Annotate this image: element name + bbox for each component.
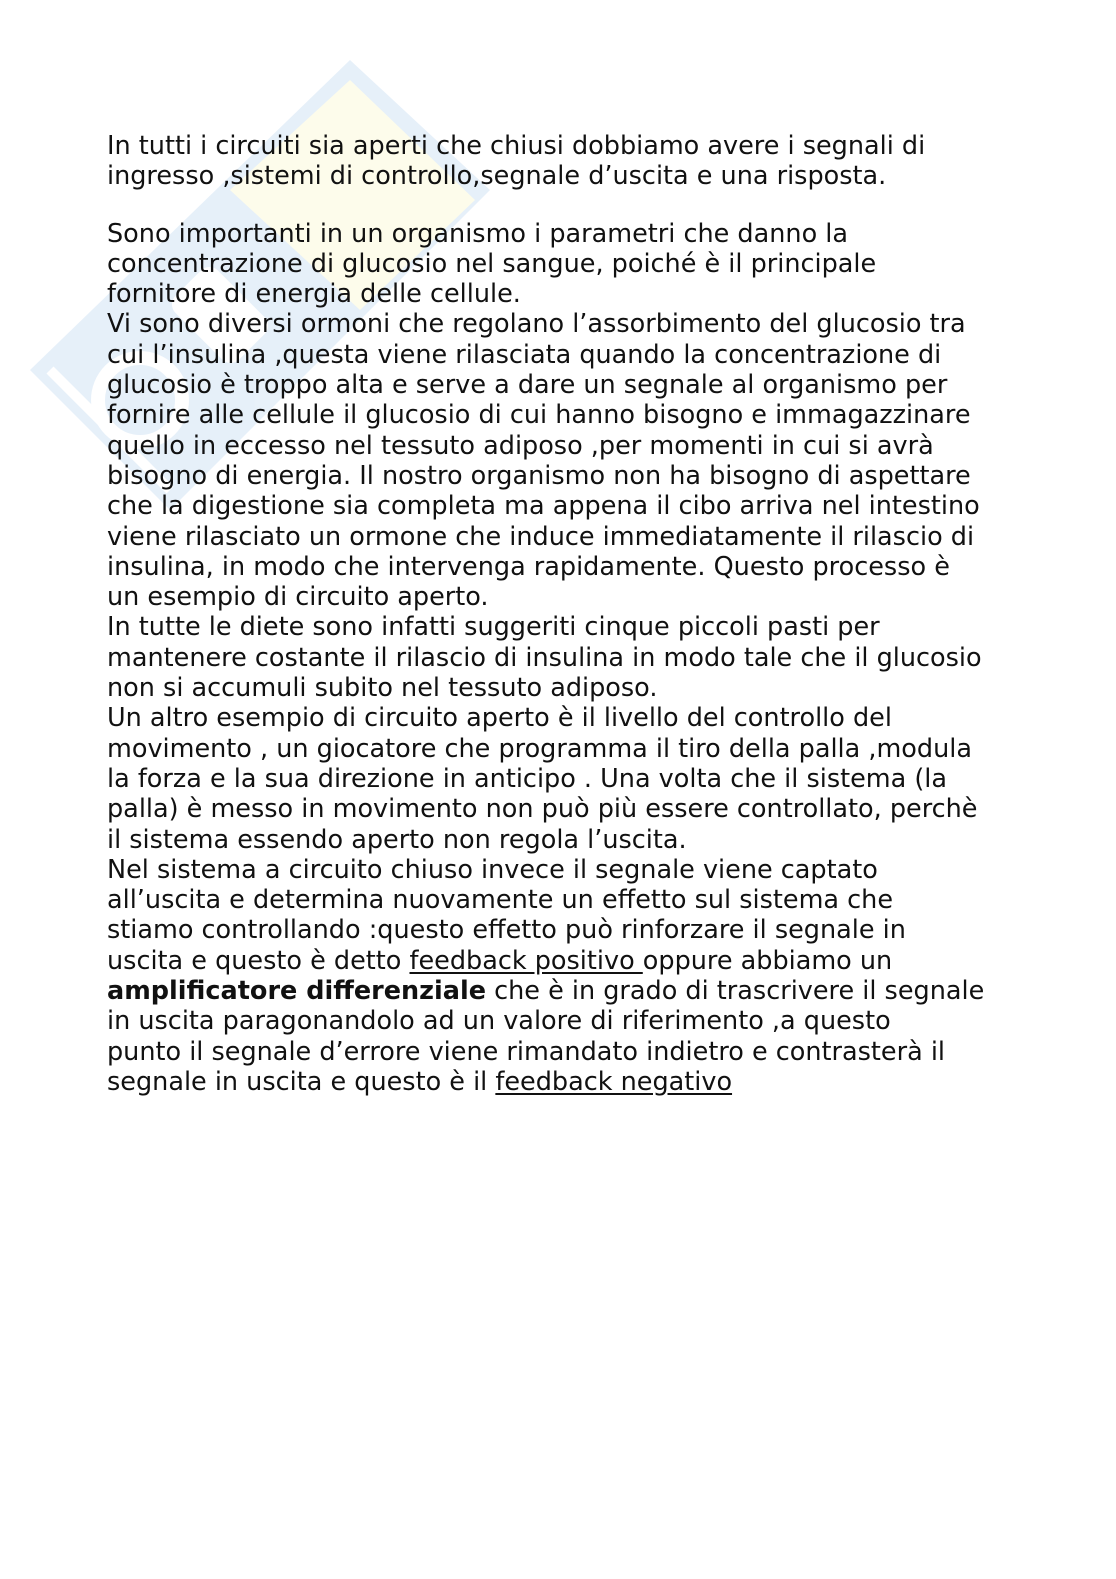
text-line: viene rilasciato un ormone che induce immediatamente il rilascio di	[107, 521, 975, 552]
text-line: in uscita paragonandolo ad un valore di riferimento ,a questo	[107, 1006, 891, 1037]
text-line: un esempio di circuito aperto.	[107, 582, 489, 613]
text-line-feedback-positive	[107, 946, 1027, 976]
text-line: fornire alle cellule il glucosio di cui hanno bisogno e immagazzinare	[107, 400, 971, 431]
text-line: punto il segnale d’errore viene rimandato indietro e contrasterà il	[107, 1036, 945, 1067]
feedback-positive-term: feedback positivo	[409, 945, 643, 976]
text-fragment: segnale in uscita e questo è il	[107, 1066, 496, 1097]
text-line: Un altro esempio di circuito aperto è il livello del controllo del	[107, 703, 892, 734]
text-line-feedback-negative	[107, 1067, 1027, 1097]
text-line: ingresso ,sistemi di controllo,segnale d’uscita e una risposta.	[107, 161, 887, 192]
text-fragment: uscita e questo è detto	[107, 945, 410, 976]
text-line: quello in eccesso nel tessuto adiposo ,per momenti in cui si avrà	[107, 430, 934, 461]
text-line: che la digestione sia completa ma appena il cibo arriva nel intestino	[107, 491, 980, 522]
text-line: Vi sono diversi ormoni che regolano l’assorbimento del glucosio tra	[107, 309, 966, 340]
text-line-amplifier	[107, 976, 1027, 1006]
text-line: In tutte le diete sono infatti suggeriti cinque piccoli pasti per	[107, 612, 880, 643]
text-line: In tutti i circuiti sia aperti che chiusi dobbiamo avere i segnali di	[107, 131, 926, 161]
text-line: insulina, in modo che intervenga rapidamente. Questo processo è	[107, 551, 950, 582]
text-line: bisogno di energia. Il nostro organismo non ha bisogno di aspettare	[107, 460, 971, 491]
paragraph-gap	[107, 192, 1027, 219]
amplifier-term: amplificatore differenziale	[107, 976, 486, 1007]
text-line: Nel sistema a circuito chiuso invece il segnale viene captato	[107, 854, 878, 885]
text-line: non si accumuli subito nel tessuto adiposo.	[107, 673, 658, 704]
paragraph-2	[107, 219, 1027, 1098]
text-line: la forza e la sua direzione in anticipo . Una volta che il sistema (la	[107, 763, 948, 794]
text-line: il sistema essendo aperto non regola l’uscita.	[107, 824, 687, 855]
document-body	[107, 131, 1027, 1097]
text-fragment: che è in grado di trascrivere il segnale	[486, 976, 985, 1007]
text-line: concentrazione di glucosio nel sangue, poiché è il principale	[107, 248, 877, 279]
text-line: stiamo controllando :questo effetto può rinforzare il segnale in	[107, 915, 906, 946]
text-line: movimento , un giocatore che programma il tiro della palla ,modula	[107, 733, 972, 764]
text-line: glucosio è troppo alta e serve a dare un segnale al organismo per	[107, 370, 948, 401]
text-line: all’uscita e determina nuovamente un effetto sul sistema che	[107, 885, 894, 916]
text-line: Sono importanti in un organismo i parametri che danno la	[107, 218, 848, 249]
text-line: fornitore di energia delle cellule.	[107, 279, 521, 310]
feedback-negative-term: feedback negativo	[495, 1066, 733, 1097]
text-line: mantenere costante il rilascio di insulina in modo tale che il glucosio	[107, 642, 982, 673]
text-line: palla) è messo in movimento non può più essere controllato, perchè	[107, 794, 978, 825]
text-fragment: oppure abbiamo un	[642, 945, 893, 976]
text-line: cui l’insulina ,questa viene rilasciata quando la concentrazione di	[107, 339, 942, 370]
paragraph-1	[107, 131, 1027, 192]
